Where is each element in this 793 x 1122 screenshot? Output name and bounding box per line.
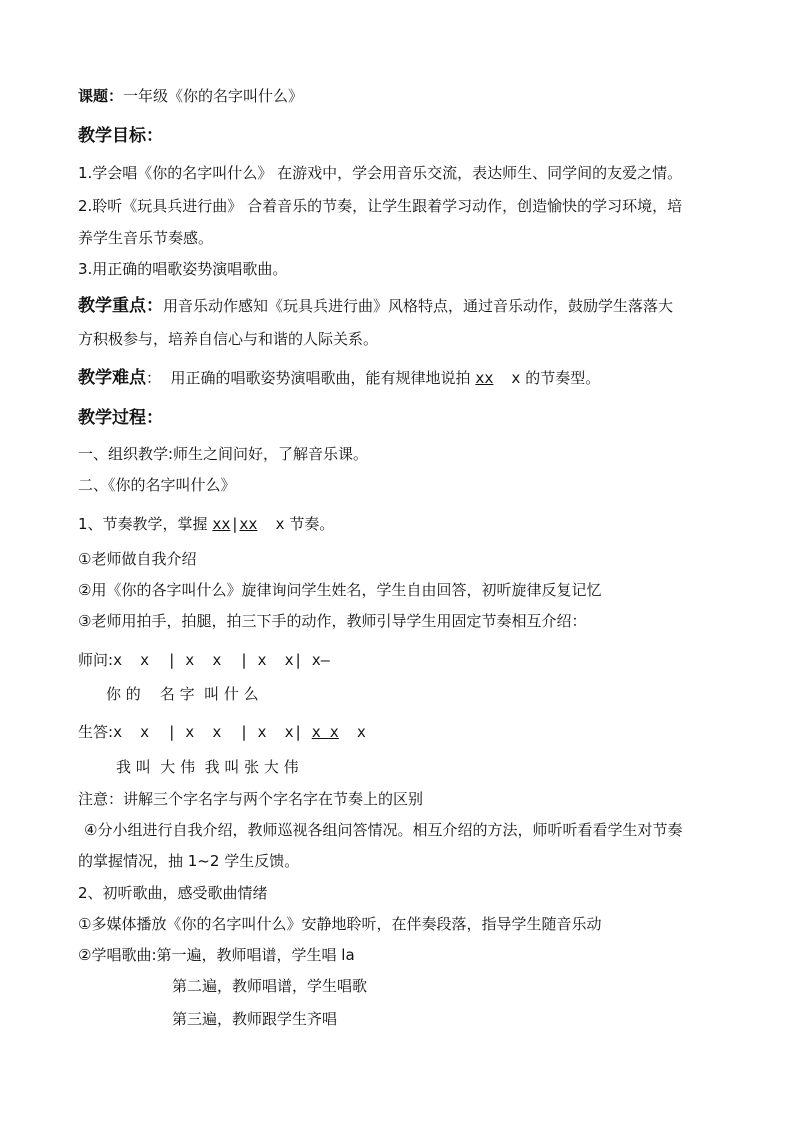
rhythm-teaching-text-end: 节奏。 bbox=[284, 515, 335, 533]
rhythm-underlined-b: xx bbox=[239, 515, 258, 533]
listening-item-2: ②学唱歌曲:第一遍，教师唱谱，学生唱 la bbox=[78, 946, 355, 964]
rhythm-teaching-text: 1、节奏教学，掌握 bbox=[78, 515, 213, 533]
process-step-1: 一、组织教学:师生之间问好，了解音乐课。 bbox=[78, 445, 369, 463]
objective-line-1: 1.学会唱《你的名字叫什么》 在游戏中，学会用音乐交流，表达师生、同学间的友爱之情。 bbox=[78, 164, 683, 182]
student-rhythm: x x | x x | x x| bbox=[113, 723, 312, 741]
teacher-rhythm-line bbox=[78, 650, 330, 670]
objective-line-4: 3.用正确的唱歌姿势演唱歌曲。 bbox=[78, 260, 288, 278]
key-points-line-1 bbox=[78, 296, 673, 316]
student-rhythm-line bbox=[78, 722, 366, 742]
listening-item-3: 第二遍，教师唱谱，学生唱歌 bbox=[172, 977, 368, 995]
difficulty-rhythm-underlined: xx bbox=[475, 369, 494, 387]
lesson-title bbox=[78, 86, 303, 106]
listening-heading: 2、初听歌曲，感受歌曲情绪 bbox=[78, 884, 268, 902]
difficulty-line bbox=[78, 368, 600, 388]
lesson-title-label: 课题： bbox=[78, 87, 124, 105]
rhythm-note: x bbox=[257, 515, 285, 533]
process-item-4-line-2: 的掌握情况，抽 1~2 学生反馈。 bbox=[78, 852, 300, 870]
student-rhythm-end: x bbox=[338, 723, 366, 741]
difficulty-text-end: 的节奏型。 bbox=[520, 369, 601, 387]
difficulty-text: ： 用正确的唱歌姿势演唱歌曲，能有规律地说拍 bbox=[146, 369, 476, 387]
difficulty-label: 教学难点 bbox=[78, 368, 146, 388]
rhythm-underlined-a: xx bbox=[212, 515, 231, 533]
listening-item-1: ①多媒体播放《你的名字叫什么》安静地聆听，在伴奏段落，指导学生随音乐动 bbox=[78, 915, 602, 933]
difficulty-rhythm: x bbox=[493, 369, 521, 387]
rhythm-bar-line: | bbox=[230, 515, 240, 533]
key-points-line-2: 方积极参与，培养自信心与和谐的人际关系。 bbox=[78, 330, 379, 348]
objectives-heading: 教学目标： bbox=[78, 126, 163, 146]
process-item-4-line-1: ④分小组进行自我介绍，教师巡视各组问答情况。相互介绍的方法，师听听看看学生对节奏 bbox=[84, 821, 683, 839]
objective-line-2: 2.聆听《玩具兵进行曲》 合着音乐的节奏，让学生跟着学习动作，创造愉快的学习环境，培 bbox=[78, 197, 683, 215]
listening-item-4: 第三遍，教师跟学生齐唱 bbox=[172, 1010, 338, 1028]
student-rhythm-underlined: x x bbox=[311, 723, 339, 741]
teacher-rhythm: x x | x x | x x| x— bbox=[113, 651, 330, 669]
process-step-2: 二、《你的名字叫什么》 bbox=[78, 476, 236, 494]
teacher-label: 师问: bbox=[78, 651, 114, 669]
process-item-2: ②用《你的各字叫什么》旋律询问学生姓名，学生自由回答，初听旋律反复记忆 bbox=[78, 581, 602, 599]
lesson-title-text: 一年级《你的名字叫什么》 bbox=[123, 87, 304, 105]
process-heading: 教学过程： bbox=[78, 408, 163, 428]
objective-line-3: 养学生音乐节奏感。 bbox=[78, 229, 214, 247]
student-label: 生答: bbox=[78, 723, 114, 741]
teacher-lyrics: 你 的 名 字 叫 什 么 bbox=[106, 685, 259, 703]
attention-note: 注意：讲解三个字名字与两个字名字在节奏上的区别 bbox=[78, 790, 424, 808]
key-points-label: 教学重点： bbox=[78, 296, 163, 316]
process-item-1: ①老师做自我介绍 bbox=[78, 550, 197, 568]
process-item-3: ③老师用拍手，拍腿，拍三下手的动作，教师引导学生用固定节奏相互介绍： bbox=[78, 612, 587, 630]
rhythm-teaching-line bbox=[78, 514, 334, 534]
key-points-text: 用音乐动作感知《玩具兵进行曲》风格特点，通过音乐动作，鼓励学生落落大 bbox=[163, 297, 674, 315]
student-lyrics: 我 叫 大 伟 我 叫 张 大 伟 bbox=[116, 758, 299, 776]
